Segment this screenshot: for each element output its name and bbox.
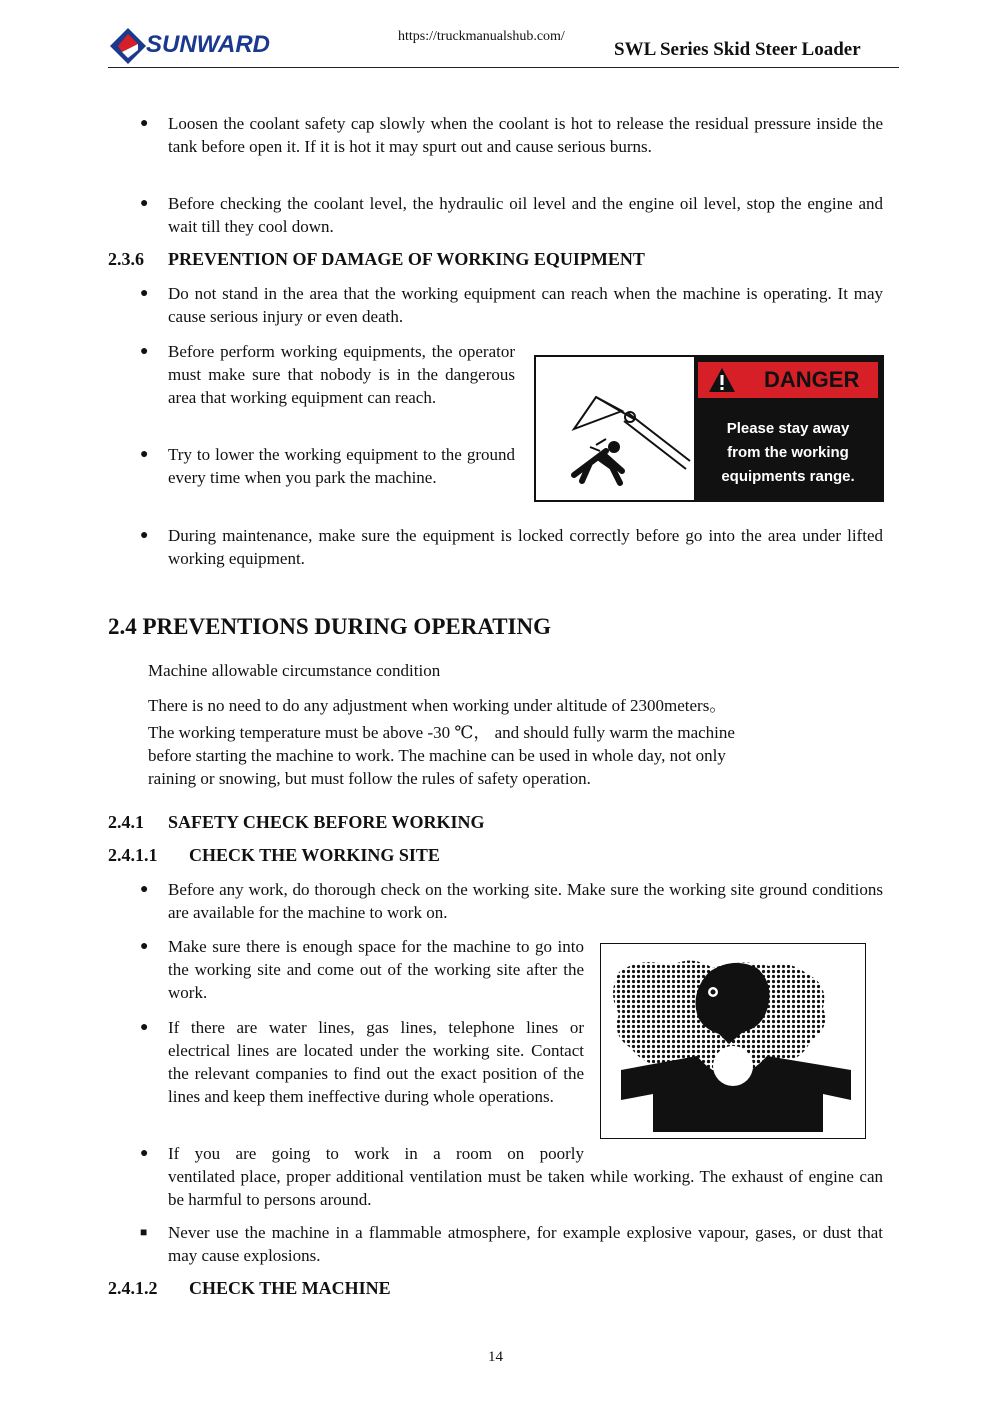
bullet-text: Try to lower the working equipment to the ground every time when you park the machine.	[168, 445, 515, 487]
danger-message-line: equipments range.	[721, 468, 855, 485]
bullet-text: Do not stand in the area that the working equipment can reach when the machine is operating. It may cause serious injury or even death.	[168, 284, 883, 326]
danger-sign	[534, 355, 884, 502]
bullet-text: Loosen the coolant safety cap slowly when the coolant is hot to release the residual pressure inside the tank before open it. If it is hot it may spurt out and cause serious burns.	[168, 114, 883, 156]
section-number: 2.3.6	[108, 249, 144, 269]
header-divider	[108, 67, 899, 68]
section-title: CHECK THE WORKING SITE	[189, 845, 440, 865]
section-title: PREVENTION OF DAMAGE OF WORKING EQUIPMENT	[168, 249, 645, 269]
sunward-logo	[108, 26, 148, 66]
warning-triangle-icon	[708, 367, 736, 393]
bullet-dot: ●	[140, 196, 149, 211]
exhaust-figure	[601, 944, 864, 1137]
bullet-text: Before perform working equipments, the operator must make sure that nobody is in the dangerous area that working equipment can reach.	[168, 342, 515, 407]
bullet-text: Before checking the coolant level, the hydraulic oil level and the engine oil level, stop the engine and wait till they cool down.	[168, 194, 883, 236]
bullet-text: Before any work, do thorough check on the working site. Make sure the working site ground conditions are available for the machine to work on.	[168, 880, 883, 922]
bullet-text: Make sure there is enough space for the machine to go into the working site and come out of the working site after the work.	[168, 937, 584, 1002]
danger-message-line: Please stay away	[726, 420, 850, 437]
condition-subtitle: Machine allowable circumstance condition	[148, 661, 441, 680]
condition-line: before starting the machine to work. The machine can be used in whole day, not only	[148, 746, 726, 765]
condition-line: The working temperature must be above -30 ℃， and should fully warm the machine	[148, 723, 735, 742]
section-number: 2.4.1.1	[108, 845, 158, 865]
danger-message-line: from the working	[727, 444, 849, 461]
page-number: 14	[488, 1349, 503, 1365]
square-bullet: ■	[140, 1225, 148, 1239]
danger-word: DANGER	[764, 367, 860, 392]
crushing-hazard-illustration	[538, 359, 692, 498]
source-url[interactable]: https://truckmanualshub.com/	[398, 29, 565, 44]
section-title: SAFETY CHECK BEFORE WORKING	[168, 812, 485, 832]
bullet-text: During maintenance, make sure the equipment is locked correctly before go into the area under lifted working equipment.	[168, 526, 883, 568]
bullet-dot: ●	[140, 116, 149, 131]
chapter-heading: 2.4 PREVENTIONS DURING OPERATING	[108, 614, 552, 639]
bullet-text: If you are going to work in a room on poorly	[168, 1144, 584, 1163]
bullet-dot: ●	[140, 286, 149, 301]
danger-message	[698, 417, 878, 489]
bullet-dot: ●	[140, 939, 149, 954]
bullet-dot: ●	[140, 882, 149, 897]
danger-header	[698, 362, 878, 398]
bullet-dot: ●	[140, 528, 149, 543]
exhaust-hazard-illustration	[600, 943, 866, 1139]
bullet-text: If there are water lines, gas lines, telephone lines or electrical lines are located under the working site. Contact the relevant companies to find out the exact position of the lines and keep them ineffective during whole operations.	[168, 1018, 584, 1106]
bullet-dot: ●	[140, 1020, 149, 1035]
bullet-dot: ●	[140, 447, 149, 462]
section-title: CHECK THE MACHINE	[189, 1278, 391, 1298]
document-title: SWL Series Skid Steer Loader	[614, 39, 861, 60]
logo-text: SUNWARD	[146, 31, 270, 58]
condition-line: raining or snowing, but must follow the rules of safety operation.	[148, 769, 591, 788]
section-number: 2.4.1.2	[108, 1278, 158, 1298]
section-number: 2.4.1	[108, 812, 144, 832]
bullet-dot: ●	[140, 1146, 149, 1161]
danger-panel	[694, 357, 882, 500]
bullet-text-continued: ventilated place, proper additional ventilation must be taken while working. The exhaust of engine can be harmful to persons around.	[168, 1167, 883, 1209]
bullet-dot: ●	[140, 344, 149, 359]
bullet-text: Never use the machine in a flammable atmosphere, for example explosive vapour, gases, or dust that may cause explosions.	[168, 1223, 883, 1265]
condition-line: There is no need to do any adjustment when working under altitude of 2300meters。	[148, 696, 727, 715]
